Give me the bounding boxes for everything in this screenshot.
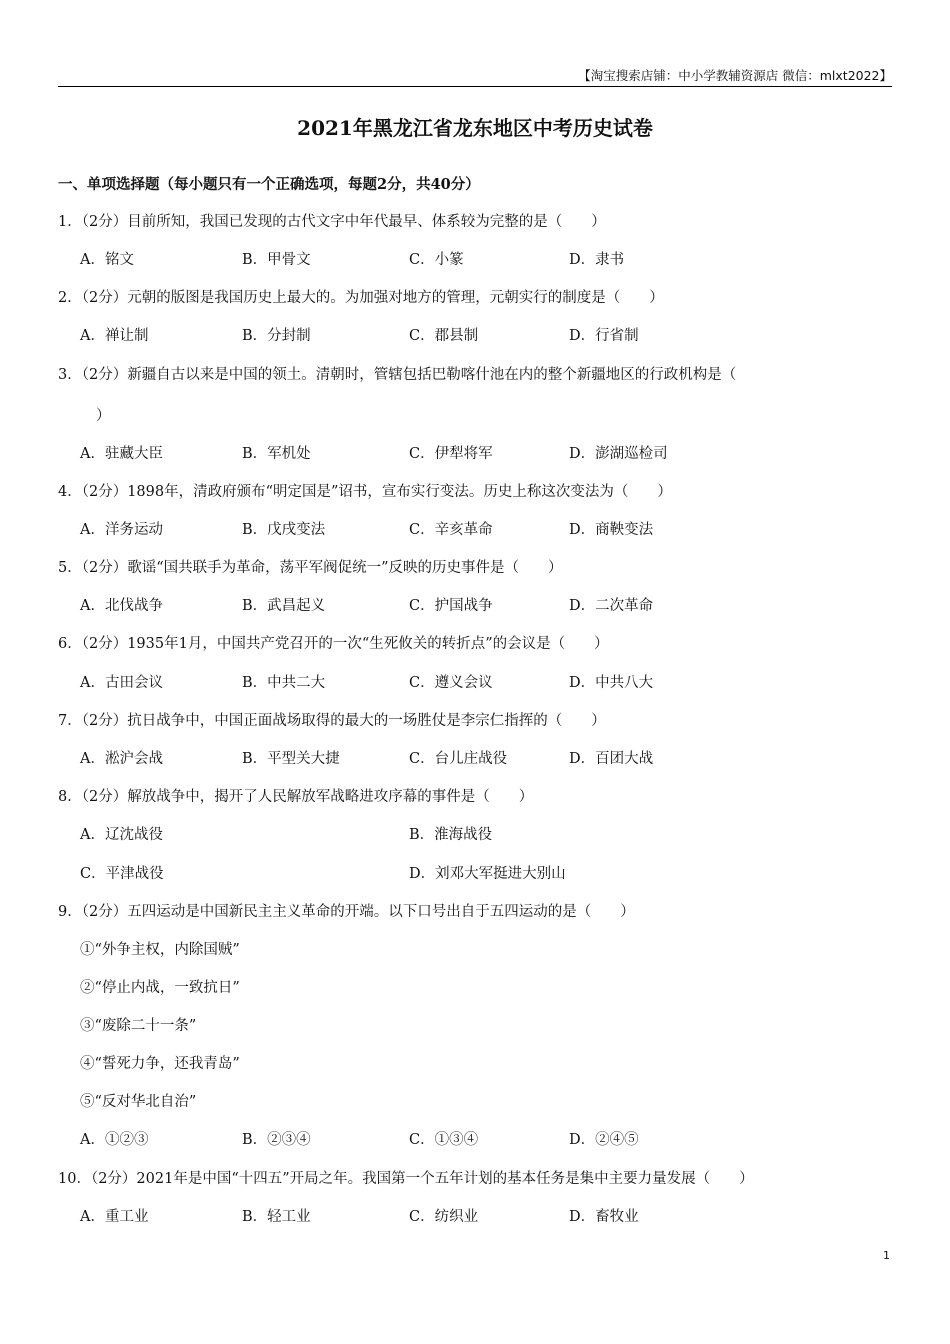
option-d: D．商鞅变法 <box>569 522 654 538</box>
option-b: B．戊戌变法 <box>242 522 326 538</box>
statement-item: ①“外争主权，内除国贼” <box>80 942 240 958</box>
option-b: B．②③④ <box>242 1132 311 1148</box>
question-stem-continuation: ） <box>96 408 111 424</box>
option-a: A．驻藏大臣 <box>80 446 163 462</box>
section-heading: 一、单项选择题（每小题只有一个正确选项，每题2分，共40分） <box>58 176 480 193</box>
option-b: B．甲骨文 <box>242 252 311 268</box>
question-stem: 7．（2分）抗日战争中，中国正面战场取得的最大的一场胜仗是李宗仁指挥的（ ） <box>58 713 606 729</box>
option-b: B．军机处 <box>242 446 311 462</box>
header-rule <box>58 86 892 87</box>
option-c: C．纺织业 <box>409 1209 479 1225</box>
question-stem: 1．（2分）目前所知，我国已发现的古代文字中年代最早、体系较为完整的是（ ） <box>58 214 606 230</box>
option-b: B．轻工业 <box>242 1209 311 1225</box>
option-a: A．古田会议 <box>80 675 163 691</box>
option-a: A．①②③ <box>80 1132 149 1148</box>
option-b: B．淮海战役 <box>409 827 493 843</box>
page-header: 【淘宝搜索店铺：中小学教辅资源店 微信：mlxt2022】 <box>578 68 892 83</box>
question-stem: 3．（2分）新疆自古以来是中国的领土。清朝时，管辖包括巴勒喀什池在内的整个新疆地区的行政机构是（ <box>58 367 737 383</box>
page-number: 1 <box>883 1249 890 1262</box>
statement-item: ⑤“反对华北自治” <box>80 1094 197 1110</box>
option-d: D．隶书 <box>569 252 625 268</box>
option-c: C．①③④ <box>409 1132 479 1148</box>
option-a: A．北伐战争 <box>80 598 163 614</box>
option-d: D．中共八大 <box>569 675 654 691</box>
option-d: D．行省制 <box>569 328 639 344</box>
option-b: B．平型关大捷 <box>242 751 340 767</box>
statement-item: ③“废除二十一条” <box>80 1018 197 1034</box>
statement-item: ②“停止内战，一致抗日” <box>80 980 240 996</box>
option-a: A．辽沈战役 <box>80 827 163 843</box>
option-a: A．淞沪会战 <box>80 751 163 767</box>
option-c: C．遵义会议 <box>409 675 493 691</box>
option-c: C．辛亥革命 <box>409 522 493 538</box>
option-c: C．台儿庄战役 <box>409 751 508 767</box>
page-title: 2021年黑龙江省龙东地区中考历史试卷 <box>297 116 653 140</box>
option-c: C．伊犁将军 <box>409 446 493 462</box>
option-b: B．分封制 <box>242 328 311 344</box>
option-b: B．武昌起义 <box>242 598 326 614</box>
option-c: C．小篆 <box>409 252 464 268</box>
question-stem: 8．（2分）解放战争中，揭开了人民解放军战略进攻序幕的事件是（ ） <box>58 789 534 805</box>
option-c: C．平津战役 <box>80 866 164 882</box>
option-b: B．中共二大 <box>242 675 326 691</box>
option-d: D．百团大战 <box>569 751 654 767</box>
option-a: A．洋务运动 <box>80 522 163 538</box>
option-d: D．刘邓大军挺进大别山 <box>409 866 566 882</box>
statement-item: ④“誓死力争，还我青岛” <box>80 1056 240 1072</box>
question-stem: 9．（2分）五四运动是中国新民主主义革命的开端。以下口号出自于五四运动的是（ ） <box>58 904 635 920</box>
question-stem: 5．（2分）歌谣“国共联手为革命，荡平军阀促统一”反映的历史事件是（ ） <box>58 560 563 576</box>
option-d: D．二次革命 <box>569 598 654 614</box>
option-d: D．澎湖巡检司 <box>569 446 668 462</box>
option-a: A．重工业 <box>80 1209 149 1225</box>
question-stem: 4．（2分）1898年，清政府颁布“明定国是”诏书，宣布实行变法。历史上称这次变法为（ ） <box>58 484 672 500</box>
question-stem: 10．（2分）2021年是中国“十四五”开局之年。我国第一个五年计划的基本任务是集中主要力量发展（ ） <box>58 1171 754 1187</box>
option-a: A．禅让制 <box>80 328 149 344</box>
option-c: C．护国战争 <box>409 598 493 614</box>
option-c: C．郡县制 <box>409 328 479 344</box>
option-a: A．铭文 <box>80 252 134 268</box>
question-stem: 2．（2分）元朝的版图是我国历史上最大的。为加强对地方的管理，元朝实行的制度是（ ） <box>58 290 664 306</box>
option-d: D．②④⑤ <box>569 1132 639 1148</box>
question-stem: 6．（2分）1935年1月，中国共产党召开的一次“生死攸关的转折点”的会议是（ ） <box>58 636 609 652</box>
option-d: D．畜牧业 <box>569 1209 639 1225</box>
